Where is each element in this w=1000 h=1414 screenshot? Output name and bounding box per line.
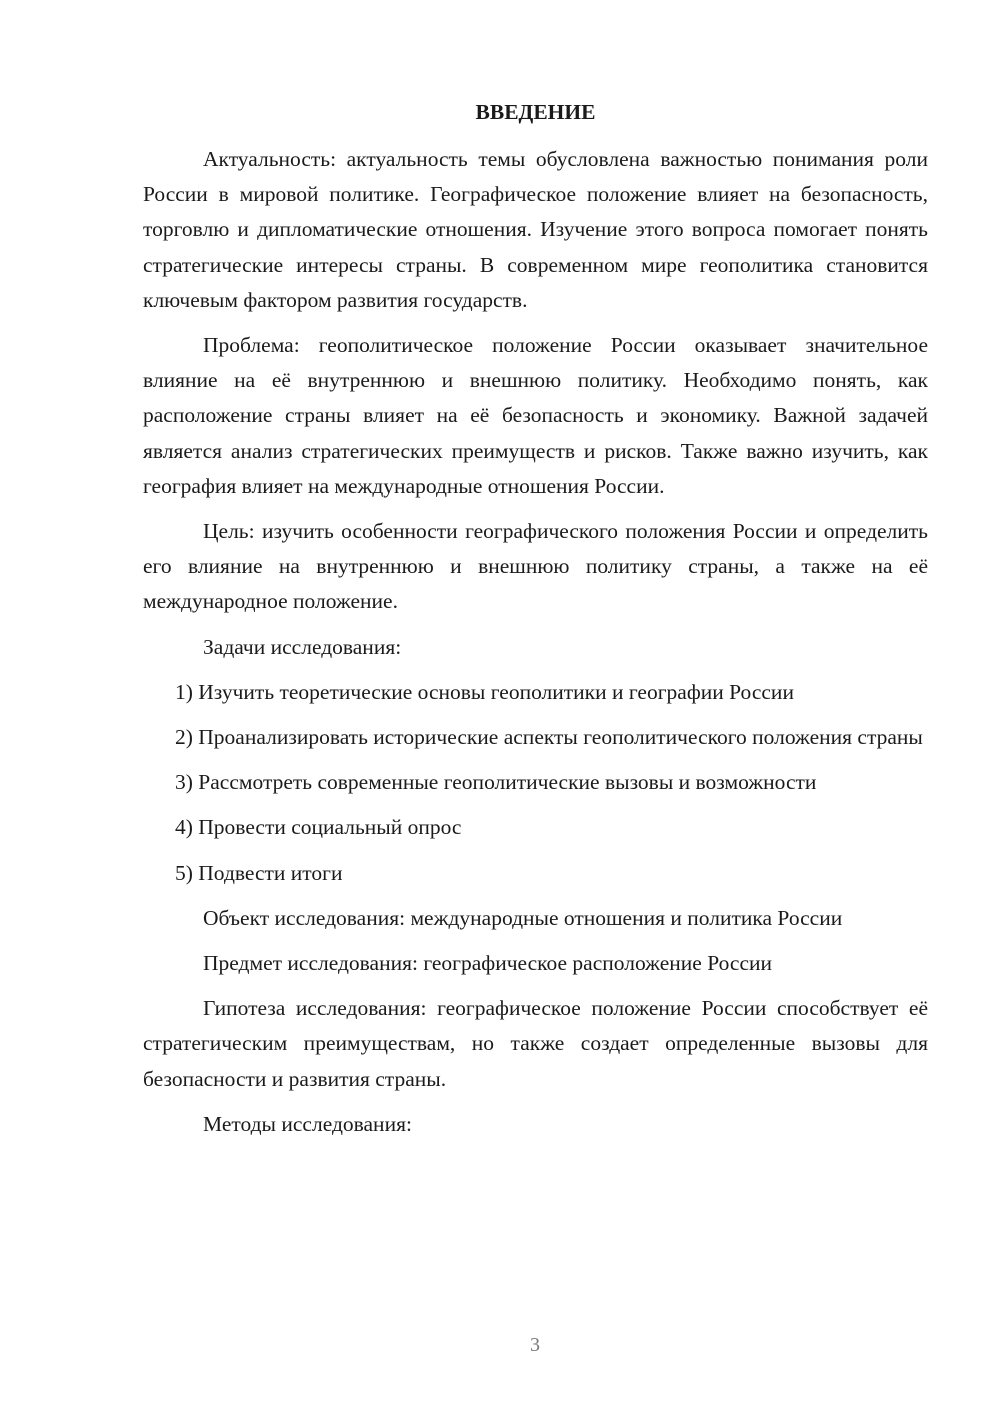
- relevance-paragraph: Актуальность: актуальность темы обусловлена важностью понимания роли России в мировой политике. Географическое положение влияет на безопасность, торговлю и дипломатические отношения. Изучение этого вопроса помогает понять стратегические интересы страны. В современном мире геополитика становится ключевым фактором развития государств.: [143, 147, 928, 312]
- problem-paragraph: Проблема: геополитическое положение России оказывает значительное влияние на её внутреннюю и внешнюю политику. Необходимо понять, как расположение страны влияет на её безопасность и экономику. Важной задачей является анализ стратегических преимуществ и рисков. Также важно изучить, как география влияет на международные отношения России.: [143, 333, 928, 498]
- tasks-list: [143, 675, 928, 891]
- task-item-4: 4) Провести социальный опрос: [175, 815, 462, 840]
- task-item-2: 2) Проанализировать исторические аспекты геополитического положения страны: [175, 725, 923, 750]
- task-item-3: 3) Рассмотреть современные геополитические вызовы и возможности: [175, 770, 817, 795]
- methods-heading: Методы исследования:: [203, 1111, 412, 1136]
- task-item-1: 1) Изучить теоретические основы геополитики и географии России: [175, 679, 794, 704]
- object-paragraph: Объект исследования: международные отношения и политика России: [203, 905, 843, 930]
- subject-paragraph: Предмет исследования: географическое расположение России: [203, 951, 773, 976]
- task-item-5: 5) Подвести итоги: [175, 860, 343, 885]
- goal-paragraph: Цель: изучить особенности географического положения России и определить его влияние на внутреннюю и внешнюю политику страны, а также на её международное положение.: [143, 519, 928, 614]
- document-page: [143, 95, 928, 1152]
- hypothesis-paragraph: Гипотеза исследования: географическое положение России способствует её стратегическим преимуществам, но также создает определенные вызовы для безопасности и развития страны.: [143, 996, 928, 1091]
- tasks-heading: Задачи исследования:: [203, 634, 402, 659]
- page-number: 3: [530, 1334, 540, 1356]
- section-title: ВВЕДЕНИЕ: [475, 100, 596, 124]
